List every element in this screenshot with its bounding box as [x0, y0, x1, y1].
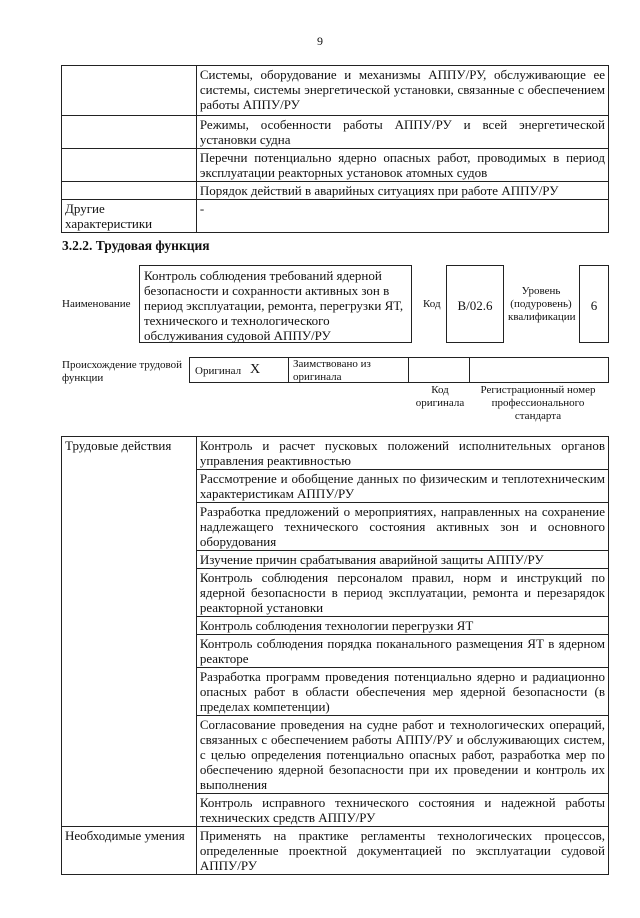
labor-action-item: Контроль соблюдения порядка поканального размещения ЯТ в ядерном реакторе — [196, 635, 608, 668]
labor-actions-label: Трудовые действия — [62, 437, 197, 827]
labor-action-item: Разработка предложений о мероприятиях, направленных на сохранение надлежащего технического состояния активных зон и основного оборудования — [196, 503, 608, 551]
top-table-empty-cell — [62, 66, 197, 116]
labor-action-item: Контроль исправного технического состояния и надежной работы технических средств АППУ/РУ — [196, 794, 608, 827]
original-cell — [189, 357, 289, 383]
top-table-empty-cell — [62, 149, 197, 182]
original-label: Оригинал — [195, 365, 242, 377]
top-table-row: Режимы, особенности работы АППУ/РУ и всей энергетической установки судна — [196, 116, 608, 149]
labor-action-item: Контроль соблюдения технологии перегрузки ЯТ — [196, 617, 608, 635]
borrowed-label: Заимствовано из оригинала — [293, 358, 371, 383]
level-value: 6 — [590, 298, 598, 313]
other-characteristics-value: - — [196, 200, 608, 233]
origin-label: Происхождение трудовой функции — [62, 359, 183, 384]
section-title: 3.2.2. Трудовая функция — [62, 238, 210, 253]
reg-number-cell — [469, 357, 609, 383]
top-table — [61, 65, 609, 233]
code-label: Код — [423, 298, 441, 310]
name-label: Наименование — [62, 298, 131, 310]
labor-action-item: Разработка программ проведения потенциально ядерно и радиационно опасных работ в области обеспечения мер ядерной безопасности (в пределах компетенции) — [196, 668, 608, 716]
function-name-value: Контроль соблюдения требований ядерной безопасности и сохранности активных зон в период эксплуатации, ремонта, перегрузки ЯТ, технического и технологического обслуживания судовой АППУ/РУ — [144, 268, 404, 343]
top-table-empty-cell — [62, 116, 197, 149]
top-table-row: Перечни потенциально ядерно опасных работ, проводимых в период эксплуатации реакторных установок атомных судов — [196, 149, 608, 182]
required-skills-label: Необходимые умения — [62, 827, 197, 875]
labor-action-item: Контроль и расчет пусковых положений исполнительных органов управления реактивностью — [196, 437, 608, 470]
reg-number-caption: Регистрационный номер профессионального стандарта — [480, 384, 596, 422]
original-mark: X — [250, 362, 261, 377]
level-label: Уровень (подуровень) квалификации — [508, 285, 576, 323]
labor-actions-table — [61, 436, 609, 875]
top-table-empty-cell — [62, 182, 197, 200]
labor-action-item: Контроль соблюдения персоналом правил, норм и инструкций по ядерной безопасности в период эксплуатации, ремонта и перезарядок реакторной установки — [196, 569, 608, 617]
code-box — [446, 265, 504, 343]
code-value: B/02.6 — [457, 298, 493, 313]
labor-action-item: Изучение причин срабатывания аварийной защиты АППУ/РУ — [196, 551, 608, 569]
top-table-row: Системы, оборудование и механизмы АППУ/РУ, обслуживающие ее системы, системы энергетической установки, связанные с обеспечением работы АППУ/РУ — [196, 66, 608, 116]
level-box — [579, 265, 609, 343]
code-original-cell — [408, 357, 470, 383]
borrowed-cell — [288, 357, 409, 383]
code-original-caption: Код оригинала — [415, 384, 465, 409]
labor-action-item: Согласование проведения на судне работ и технологических операций, связанных с обеспечением работы АППУ/РУ и обслуживающих систем, с целью определения потенциально опасных работ, разработка мер по обеспечению ядерной безопасности при их проведении и контроль их выполнения — [196, 716, 608, 794]
page-number: 9 — [317, 34, 323, 48]
labor-action-item: Рассмотрение и обобщение данных по физическим и теплотехническим характеристикам АППУ/РУ — [196, 470, 608, 503]
function-name-box — [139, 265, 412, 343]
top-table-row: Порядок действий в аварийных ситуациях при работе АППУ/РУ — [196, 182, 608, 200]
required-skill-item: Применять на практике регламенты технологических процессов, определенные проектной документацией по эксплуатации судовой АППУ/РУ — [196, 827, 608, 875]
other-characteristics-label: Другие характеристики — [62, 200, 197, 233]
